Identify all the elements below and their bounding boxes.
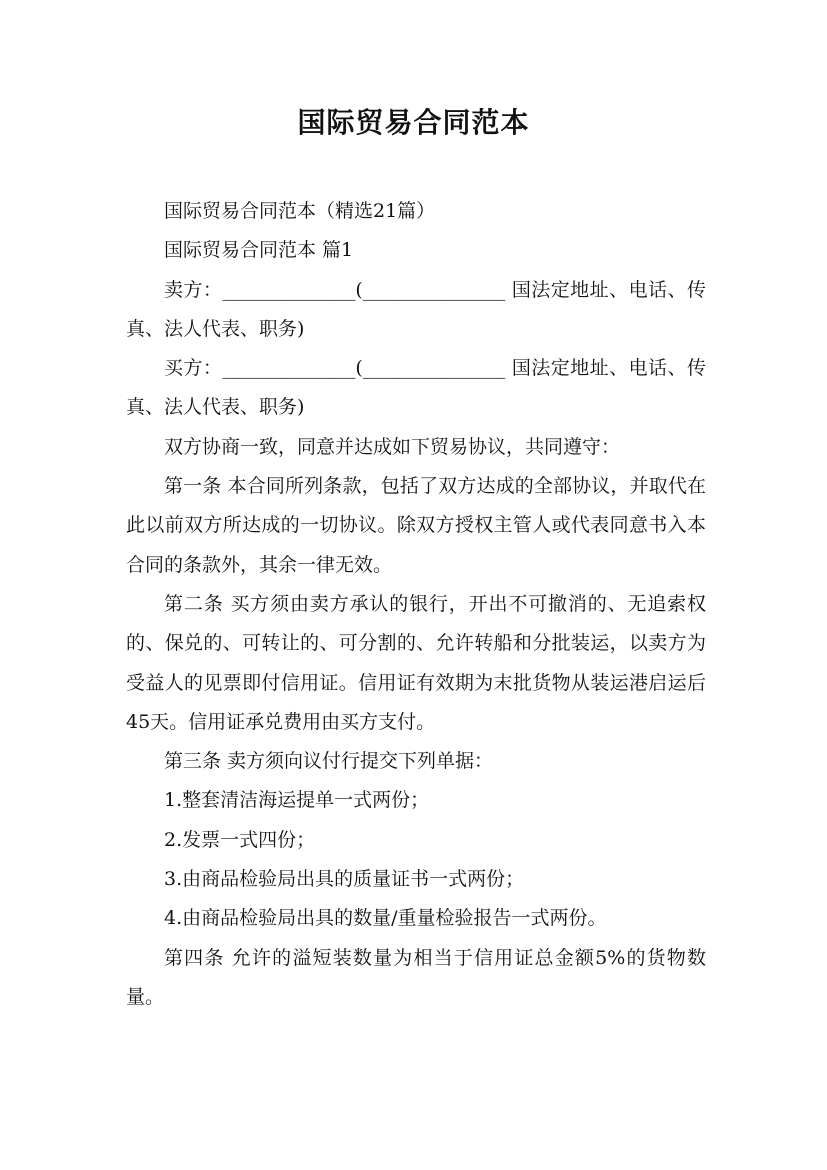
document-title: 国际贸易合同范本 <box>297 106 530 139</box>
paragraph-list-item-4: 4.由商品检验局出具的数量/重量检验报告一式两份。 <box>164 907 607 930</box>
paragraph-list-item-3: 3.由商品检验局出具的质量证书一式两份； <box>164 868 525 891</box>
paragraph-section-heading: 国际贸易合同范本 篇1 <box>164 239 354 262</box>
paragraph-seller: 卖方：______________(_______________ 国法定地址、电话、传真、法人代表、职务) <box>126 278 706 340</box>
paragraph-article-1: 第一条 本合同所列条款，包括了双方达成的全部协议，并取代在此以前双方所达成的一切协议。除双方授权主管人或代表同意书入本合同的条款外，其余一律无效。 <box>126 475 706 576</box>
paragraph-list-item-2: 2.发票一式四份； <box>164 828 316 851</box>
paragraph-article-3: 第三条 卖方须向议付行提交下列单据： <box>164 750 494 773</box>
paragraph-article-2: 第二条 买方须由卖方承认的银行，开出不可撤消的、无追索权的、保兑的、可转让的、可分割的、允许转船和分批装运，以卖方为受益人的见票即付信用证。信用证有效期为末批货物从装运港启运后45天。信用证承兑费用由买方支付。 <box>126 592 706 733</box>
paragraph-agreement: 双方协商一致，同意并达成如下贸易协议，共同遵守： <box>164 435 621 458</box>
paragraph-buyer: 买方：______________(_______________ 国法定地址、电话、传真、法人代表、职务) <box>126 357 706 419</box>
paragraph-subtitle: 国际贸易合同范本（精选21篇） <box>164 200 436 222</box>
paragraph-list-item-1: 1.整套清洁海运提单一式两份； <box>164 789 430 812</box>
document-body <box>126 192 706 1017</box>
paragraph-article-4: 第四条 允许的溢短装数量为相当于信用证总金额5%的货物数量。 <box>126 946 706 1008</box>
